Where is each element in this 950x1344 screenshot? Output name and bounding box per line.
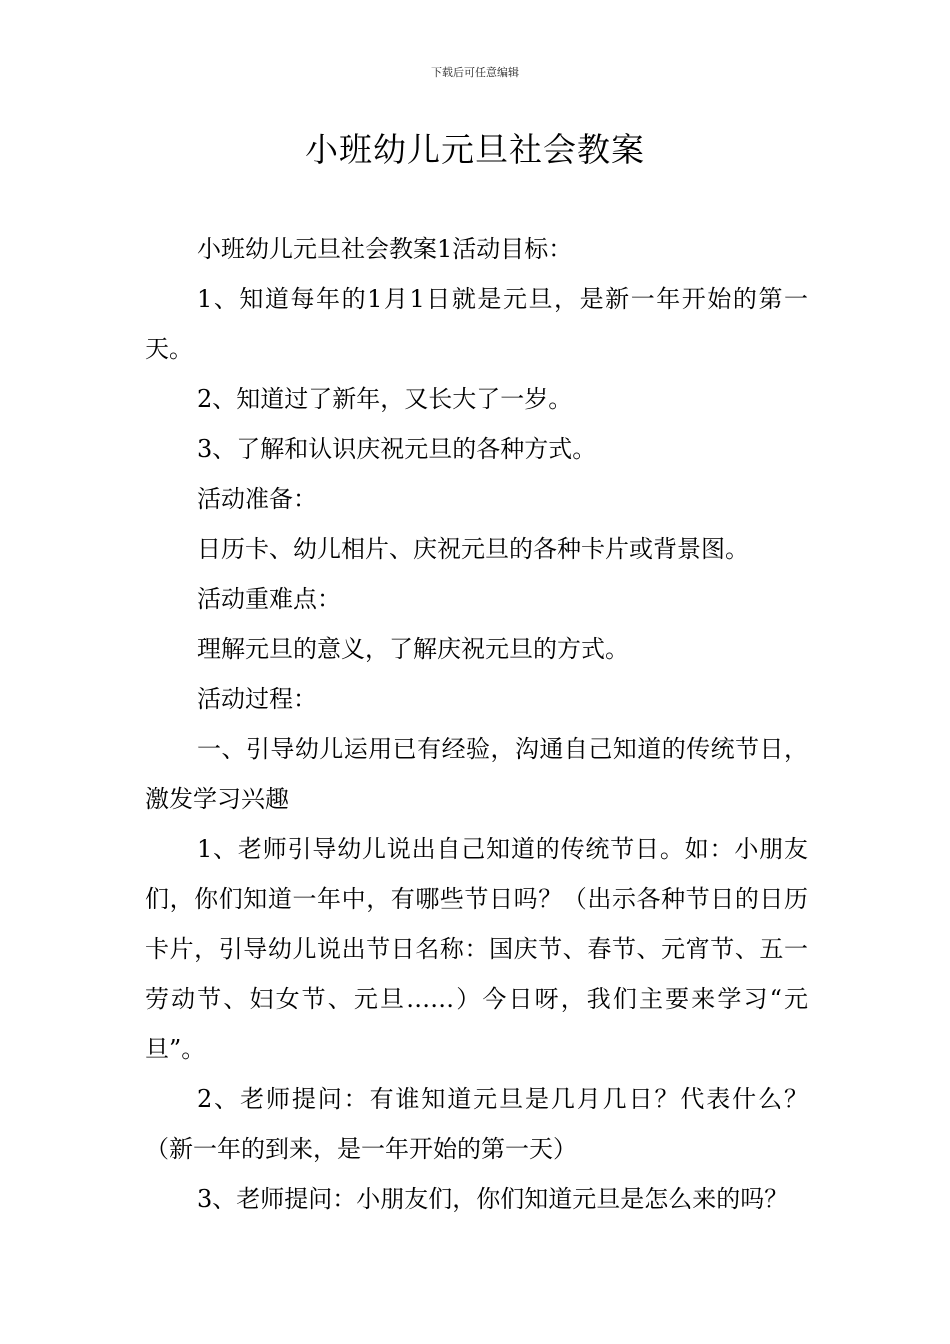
- paragraph-key-points: 理解元旦的意义，了解庆祝元旦的方式。: [197, 635, 629, 663]
- paragraph-process-step-1: 一、引导幼儿运用已有经验，沟通自己知道的传统节日，激发学习兴趣: [145, 735, 808, 813]
- paragraph-intro-objectives: 小班幼儿元旦社会教案1活动目标：: [197, 235, 573, 263]
- paragraph-preparation: 日历卡、幼儿相片、庆祝元旦的各种卡片或背景图。: [197, 535, 749, 563]
- paragraph-objective-2: 2、知道过了新年，又长大了一岁。: [197, 385, 573, 413]
- heading-key-points: 活动重难点：: [197, 585, 341, 613]
- heading-preparation: 活动准备：: [197, 485, 317, 513]
- header-note: 下载后可任意编辑: [431, 66, 519, 79]
- document-title: 小班幼儿元旦社会教案: [305, 130, 645, 169]
- document-body: [145, 224, 808, 1224]
- paragraph-process-item-2: 2、老师提问：有谁知道元旦是几月几日？代表什么？（新一年的到来，是一年开始的第一天）: [145, 1085, 808, 1163]
- paragraph-objective-3: 3、了解和认识庆祝元旦的各种方式。: [197, 435, 597, 463]
- paragraph-process-item-3: 3、老师提问：小朋友们，你们知道元旦是怎么来的吗？: [197, 1185, 789, 1213]
- heading-process: 活动过程：: [197, 685, 317, 713]
- paragraph-objective-1: 1、知道每年的1月1日就是元旦，是新一年开始的第一天。: [145, 285, 808, 363]
- paragraph-process-item-1: 1、老师引导幼儿说出自己知道的传统节日。如：小朋友们，你们知道一年中，有哪些节日吗？（出示各种节日的日历卡片，引导幼儿说出节日名称：国庆节、春节、元宵节、五一劳动节、妇女节、元旦……）今日呀，我们主要来学习“元旦”。: [145, 835, 808, 1063]
